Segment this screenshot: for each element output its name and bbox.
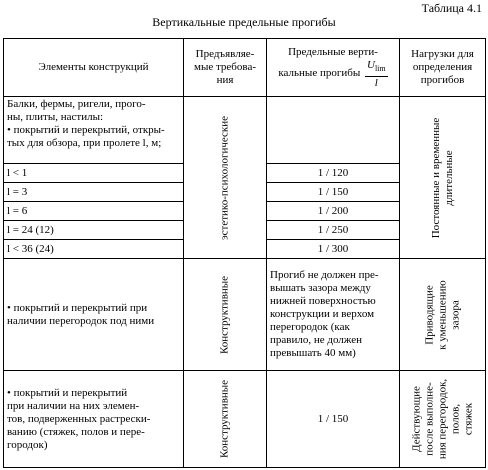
section3-loads-line: стяжек (462, 402, 474, 436)
section2-loads-line2: к уменьшению (436, 279, 448, 350)
fraction-subscript: lim (374, 64, 386, 74)
section1-loads (400, 97, 486, 259)
section3-limit: 1 / 150 (267, 371, 400, 468)
span-cell: l = 3 (4, 183, 184, 202)
section3-element-line: • покрытий и перекрытий (7, 386, 128, 399)
section3-element-line: тов, подверженных растрески- (7, 412, 151, 425)
limit-cell: 1 / 150 (267, 183, 400, 202)
section3-loads (400, 371, 486, 468)
section3-element-line: ванию (стяжек, полов и пере- (7, 425, 145, 438)
span-cell: l = 6 (4, 202, 184, 221)
section3-loads-line: ния перегородок, (436, 378, 448, 460)
section1-intro (4, 97, 184, 164)
section1-intro-row (4, 97, 486, 164)
section3-loads-line: полов, (449, 403, 461, 435)
section1-requirement (184, 97, 267, 259)
section3-element (4, 371, 184, 468)
section2-requirement-text: Конструктивные (218, 275, 231, 354)
section2-limit-line: правило, не должен (270, 334, 363, 346)
section1-loads-line1: Постоянные и временные (429, 117, 442, 238)
header-elements: Элементы конструкций (4, 39, 184, 97)
section2-loads-line3: зазора (449, 299, 461, 330)
section3-loads-line: Действующие (410, 386, 422, 452)
section1-bullet-line2: тых для обзора, при пролете l, м; (7, 137, 162, 149)
header-limits-text: Предельные верти-кальные прогибы (278, 46, 378, 80)
section3-loads-line: после выполне- (423, 382, 435, 456)
table-title: Вертикальные предельные прогибы (152, 15, 336, 29)
section2-limit-line: превышать 40 мм) (270, 347, 356, 359)
section2-limit-line: перегородок (как (270, 321, 350, 333)
limit-fraction (365, 59, 388, 88)
section2-loads-line1: Приводящие (423, 284, 435, 345)
fraction-numerator: U (366, 59, 375, 72)
section1-limit-blank (267, 97, 400, 164)
section1-loads-text (430, 117, 456, 238)
table-number: Таблица 4.1 (421, 1, 482, 15)
deflection-table (3, 38, 486, 468)
section2-element (4, 259, 184, 371)
section2-element-line2: наличии перегородок под ними (7, 314, 155, 327)
section2-loads-text (423, 280, 462, 350)
span-cell: l < 1 (4, 164, 184, 183)
section1-requirement-text: эстетико-психологические (218, 115, 231, 240)
section2-limit-line: вышать зазора между (270, 282, 371, 294)
header-requirements: Предъявляе-мые требова-ния (184, 39, 267, 97)
section2-requirement (184, 259, 267, 371)
section2-element-line1: • покрытий и перекрытий при (7, 301, 148, 314)
header-row (4, 39, 486, 97)
section2-limit-line: конструкции и верхом (270, 308, 375, 320)
section1-intro-line1: Балки, фермы, ригели, прого- (7, 98, 146, 110)
limit-cell: 1 / 250 (267, 221, 400, 240)
section1-bullet-line1: • покрытий и перекрытий, откры- (7, 124, 165, 136)
section1-loads-line2: длительные (442, 149, 455, 206)
section3-requirement-text: Конструктивные (218, 379, 231, 459)
limit-cell: 1 / 300 (267, 240, 400, 259)
section2-limit (267, 259, 400, 371)
section3-element-line: при наличии на них элемен- (7, 399, 140, 412)
section3-requirement (184, 371, 267, 468)
fraction-denominator: l (374, 76, 378, 89)
header-limits (267, 39, 400, 97)
span-cell: l < 36 (24) (4, 240, 184, 259)
section2-row (4, 259, 486, 371)
span-cell: l = 24 (12) (4, 221, 184, 240)
header-loads: Нагрузки для определения прогибов (400, 39, 486, 97)
section2-limit-line: Прогиб не должен пре- (270, 269, 379, 281)
section2-loads (400, 259, 486, 371)
limit-cell: 1 / 120 (267, 164, 400, 183)
section2-limit-line: нижней поверхностью (270, 295, 376, 307)
section3-row (4, 371, 486, 468)
section3-element-line: городок) (7, 438, 48, 451)
limit-cell: 1 / 200 (267, 202, 400, 221)
section3-loads-text (410, 379, 475, 459)
section1-intro-line2: ны, плиты, настилы: (7, 111, 104, 123)
